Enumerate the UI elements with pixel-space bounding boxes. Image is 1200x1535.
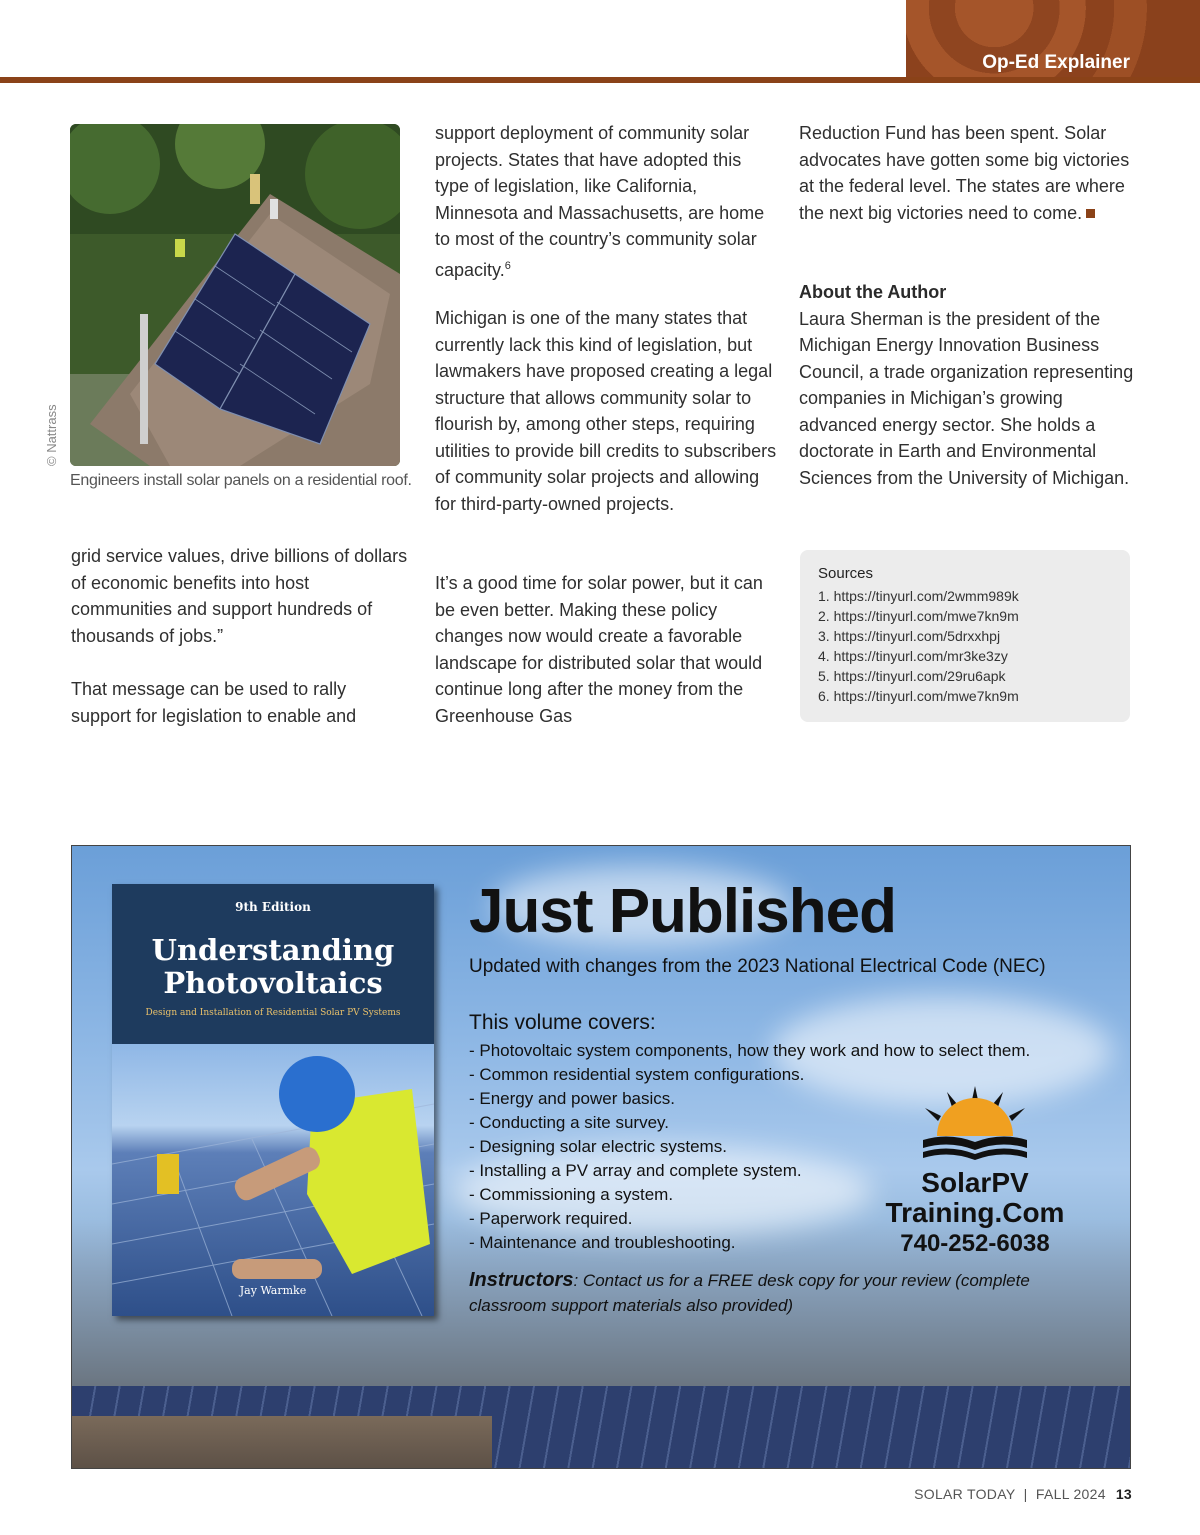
book-author: Jay Warmke <box>239 1284 307 1297</box>
book-cover <box>112 884 434 1316</box>
covers-label: This volume covers: <box>469 1011 656 1034</box>
ad-subheadline: Updated with changes from the 2023 National Electrical Code (NEC) <box>469 956 1046 977</box>
list-item: - Installing a PV array and complete system. <box>469 1161 802 1180</box>
col2-paragraph-1-text: support deployment of community solar projects. States that have adopted this type of legislation, like California, Minnesota and Massachusetts, are home to most of the country’s community solar capacity. <box>435 123 765 280</box>
list-item: - Photovoltaic system components, how they work and how to select them. <box>469 1041 1031 1060</box>
source-link[interactable]: 1. https://tinyurl.com/2wmm989k <box>818 588 1019 604</box>
book-advertisement <box>71 845 1131 1469</box>
roof-solar-photo <box>70 124 400 466</box>
sun-book-icon <box>867 1086 1083 1166</box>
book-title-line-2: Photovoltaics <box>163 966 383 1000</box>
list-item: - Commissioning a system. <box>469 1185 674 1204</box>
phone-number: 740-252-6038 <box>900 1230 1050 1257</box>
photo-credit: © Nattrass <box>44 404 59 466</box>
solarpv-logo <box>867 1086 1083 1256</box>
list-item: - Paperwork required. <box>469 1209 633 1228</box>
logo-line-2: Training.Com <box>885 1197 1065 1228</box>
logo-text <box>867 1168 1083 1228</box>
col3-paragraph-1-text: Reduction Fund has been spent. Solar advocates have gotten some big victories at the federal level. The states are where the next big victories need to come. <box>799 123 1130 223</box>
list-item: - Maintenance and troubleshooting. <box>469 1233 736 1252</box>
instructors-label: Instructors <box>469 1269 574 1291</box>
page-number: 13 <box>1115 1486 1132 1502</box>
photo-caption: Engineers install solar panels on a residential roof. <box>70 472 412 489</box>
instructors-text: : Contact us for a FREE desk copy for your review (complete classroom support materials also provided) <box>469 1271 1030 1315</box>
source-link[interactable]: 5. https://tinyurl.com/29ru6apk <box>818 668 1006 684</box>
end-mark-icon <box>1086 209 1095 218</box>
ground-background <box>72 1416 492 1469</box>
footnote-ref: 6 <box>504 259 511 272</box>
about-author <box>799 279 1139 491</box>
publication-name: SOLAR TODAY | FALL 2024 <box>914 1486 1106 1502</box>
list-item: - Conducting a site survey. <box>469 1113 669 1132</box>
col2-paragraph-1 <box>435 120 780 283</box>
sources-title: Sources <box>818 565 874 582</box>
source-link[interactable]: 3. https://tinyurl.com/5drxxhpj <box>818 628 1001 644</box>
about-author-title: About the Author <box>799 282 947 302</box>
section-label: Op-Ed Explainer <box>982 52 1130 73</box>
col2-paragraph-3: It’s a good time for solar power, but it can be even better. Making these policy changes now would create a favorable landscape for distributed solar that would continue long after the money from the Greenhouse Gas <box>435 573 763 726</box>
col2-paragraph-2: Michigan is one of the many states that currently lack this kind of legislation, but lawmakers have proposed creating a legal structure that allows community solar to flourish by, among other steps, requiring utilities to provide bill credits to subscribers of community solar projects and allowing for third-party-owned projects. <box>435 308 777 514</box>
source-link[interactable]: 2. https://tinyurl.com/mwe7kn9m <box>818 608 1019 624</box>
list-item: - Common residential system configurations. <box>469 1065 805 1084</box>
about-author-text: Laura Sherman is the president of the Michigan Energy Innovation Business Council, a trade organization representing companies in Michigan’s growing advanced energy sector. She holds a doctorate in Earth and Environmental Sciences from the University of Michigan. <box>799 308 1134 488</box>
book-title-line-1: Understanding <box>151 933 395 967</box>
book-cover-photo <box>112 1044 434 1316</box>
source-link[interactable]: 6. https://tinyurl.com/mwe7kn9m <box>818 688 1019 704</box>
source-link[interactable]: 4. https://tinyurl.com/mr3ke3zy <box>818 648 1008 664</box>
logo-line-1: SolarPV <box>921 1167 1029 1198</box>
book-subtitle: Design and Installation of Residential Solar PV Systems <box>145 1008 401 1018</box>
ad-headline: Just Published <box>469 877 896 946</box>
book-title <box>112 934 434 1000</box>
col1-paragraph-2: That message can be used to rally support for legislation to enable and <box>71 679 357 726</box>
col3-paragraph-1 <box>799 120 1139 226</box>
sources-box <box>800 550 1130 722</box>
book-edition: 9th Edition <box>235 900 311 914</box>
instructors-note <box>469 1268 1089 1318</box>
header-rule <box>0 77 1200 83</box>
col1-paragraph-1: grid service values, drive billions of dollars of economic benefits into host communities and support hundreds of thousands of jobs.” <box>71 546 408 646</box>
list-item: - Designing solar electric systems. <box>469 1137 727 1156</box>
section-tab <box>906 0 1200 80</box>
list-item: - Energy and power basics. <box>469 1089 675 1108</box>
page-footer <box>914 1486 1132 1502</box>
sources-list <box>818 586 1019 706</box>
